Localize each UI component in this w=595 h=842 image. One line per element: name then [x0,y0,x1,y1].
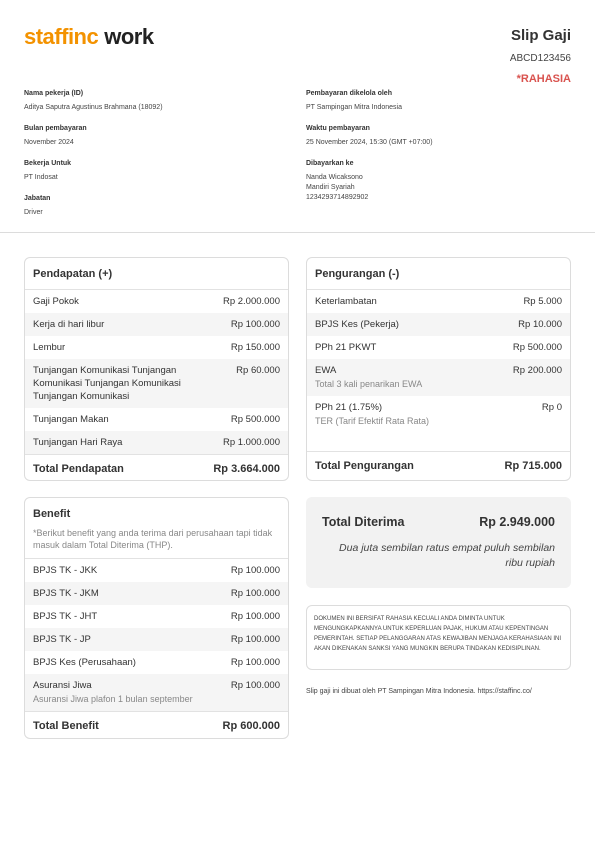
info-label: Dibayarkan ke [306,160,354,167]
info-value: Aditya Saputra Agustinus Brahmana (18092) [24,104,163,111]
row-value: Rp 100.000 [230,680,280,691]
total-value: Rp 3.664.000 [213,463,280,475]
row-label: Keterlambatan [315,296,377,307]
table-row [25,674,288,711]
confidentiality-disclaimer: DOKUMEN INI BERSIFAT RAHASIA KECUALI ANDA DIMINTA UNTUK MENGUNGKAPKANNYA UNTUK KEPERLUAN PAJAK, HUKUM ATAU KEPENTINGAN PEMERINTAH. SETIAP PELANGGARAN ATAS KEWAJIBAN MENJAGA KERAHASIAAN INI AKAN DIKENAKAN SANKSI YANG MUNGKIN BERUPA TINDAKAN KEDISIPLINAN. [306,605,571,670]
income-total [25,454,288,481]
table-row [25,336,288,359]
table-row [25,628,288,651]
row-label: Kerja di hari libur [33,319,105,330]
row-note: Total 3 kali penarikan EWA [315,379,423,389]
table-row [307,359,570,396]
row-label: BPJS Kes (Perusahaan) [33,657,136,668]
company-logo [24,24,154,50]
info-value: PT Sampingan Mitra Indonesia [306,104,402,111]
income-rows [25,290,288,454]
benefit-subtitle: *Berikut benefit yang anda terima dari perusahaan tapi tidak masuk dalam Total Diterima (THP). [25,527,288,559]
footnote: Slip gaji ini dibuat oleh PT Sampingan Mitra Indonesia. https://staffinc.co/ [306,688,532,695]
paid-to-bank: Mandiri Syariah [306,184,355,191]
row-label: Lembur [33,342,66,353]
total-label: Total Pendapatan [33,463,124,475]
info-value [306,173,566,203]
employee-info [24,89,284,229]
income-card [24,257,289,481]
row-value: Rp 100.000 [230,611,280,622]
row-value: Rp 100.000 [230,319,280,330]
table-row [25,359,288,408]
row-value: Rp 2.000.000 [222,296,280,307]
total-value: Rp 715.000 [504,460,562,472]
info-payment-month [24,124,284,148]
table-row [25,290,288,313]
row-label: Tunjangan Hari Raya [33,437,123,448]
section-divider [0,232,595,233]
table-row [25,651,288,674]
info-managed-by [306,89,566,113]
row-label: BPJS TK - JHT [33,611,98,622]
table-row [307,396,570,433]
total-received-header [322,515,555,529]
table-row [307,336,570,359]
benefit-title: Benefit [33,508,71,520]
info-employee-name [24,89,284,113]
row-note: TER (Tarif Efektif Rata Rata) [315,416,430,426]
row-value: Rp 60.000 [236,365,280,376]
table-row [25,431,288,454]
row-label: EWA [315,365,337,376]
row-value: Rp 5.000 [523,296,562,307]
total-received-value: Rp 2.949.000 [479,515,555,529]
info-label: Bulan pembayaran [24,125,87,132]
info-label: Jabatan [24,195,51,202]
deductions-card [306,257,571,481]
total-received-words: Dua juta sembilan ratus empat puluh sembilan ribu rupiah [339,542,555,569]
row-label-group [315,364,422,391]
info-payment-time [306,124,566,148]
deductions-title: Pengurangan (-) [307,258,570,290]
row-label: Gaji Pokok [33,296,79,307]
row-label: PPh 21 PKWT [315,342,377,353]
row-value: Rp 200.000 [512,365,562,376]
row-note: Asuransi Jiwa plafon 1 bulan september [33,694,193,704]
row-label-group [33,679,193,706]
table-row [307,313,570,336]
row-label: Tunjangan Makan [33,414,109,425]
row-label: Tunjangan Komunikasi Tunjangan Komunikasi Tunjangan Komunikasi Tunjangan Komunikasi [33,365,181,402]
page-title: Slip Gaji [510,27,571,44]
row-label: BPJS TK - JP [33,634,91,645]
info-paid-to [306,159,566,203]
row-value: Rp 100.000 [230,634,280,645]
row-label-group [315,401,429,428]
benefit-card [24,497,289,739]
logo-text-work: work [104,24,154,49]
table-row [25,408,288,431]
payment-info [306,89,566,214]
row-value: Rp 0 [541,402,562,413]
table-row [25,313,288,336]
row-value: Rp 10.000 [518,319,562,330]
row-label: Asuransi Jiwa [33,680,92,691]
info-value: PT Indosat [24,174,58,181]
total-label: Total Pengurangan [315,460,414,472]
confidential-badge: *RAHASIA [516,73,571,85]
row-value: Rp 1.000.000 [222,437,280,448]
deductions-total [307,451,570,480]
row-label: PPh 21 (1.75%) [315,402,383,413]
row-value: Rp 100.000 [230,588,280,599]
row-value: Rp 500.000 [512,342,562,353]
info-label: Nama pekerja (ID) [24,90,84,97]
row-label: BPJS TK - JKM [33,588,99,599]
row-value: Rp 100.000 [230,657,280,668]
table-row [25,582,288,605]
info-value: Driver [24,209,43,216]
row-value: Rp 150.000 [230,342,280,353]
total-received-box [306,497,571,588]
total-value: Rp 600.000 [222,720,280,732]
logo-text-staffinc: staffinc [24,24,99,49]
total-received-label: Total Diterima [322,515,405,529]
info-value: November 2024 [24,139,74,146]
row-value: Rp 500.000 [230,414,280,425]
info-label: Pembayaran dikelola oleh [306,90,392,97]
paid-to-name: Nanda Wicaksono [306,174,363,181]
total-label: Total Benefit [33,720,99,732]
benefit-rows [25,559,288,711]
paid-to-account: 1234293714892902 [306,194,369,201]
row-label: BPJS Kes (Pekerja) [315,319,399,330]
table-row [25,559,288,582]
info-label: Waktu pembayaran [306,125,370,132]
row-label: BPJS TK - JKK [33,565,98,576]
table-row [307,290,570,313]
slip-code: ABCD123456 [509,53,571,64]
deduction-rows [307,290,570,433]
info-value: 25 November 2024, 15:30 (GMT +07:00) [306,139,433,146]
table-row [25,605,288,628]
info-label: Bekerja Untuk [24,160,72,167]
benefit-total [25,711,288,739]
info-position [24,194,284,218]
info-work-for [24,159,284,183]
row-value: Rp 100.000 [230,565,280,576]
income-title: Pendapatan (+) [25,258,288,290]
